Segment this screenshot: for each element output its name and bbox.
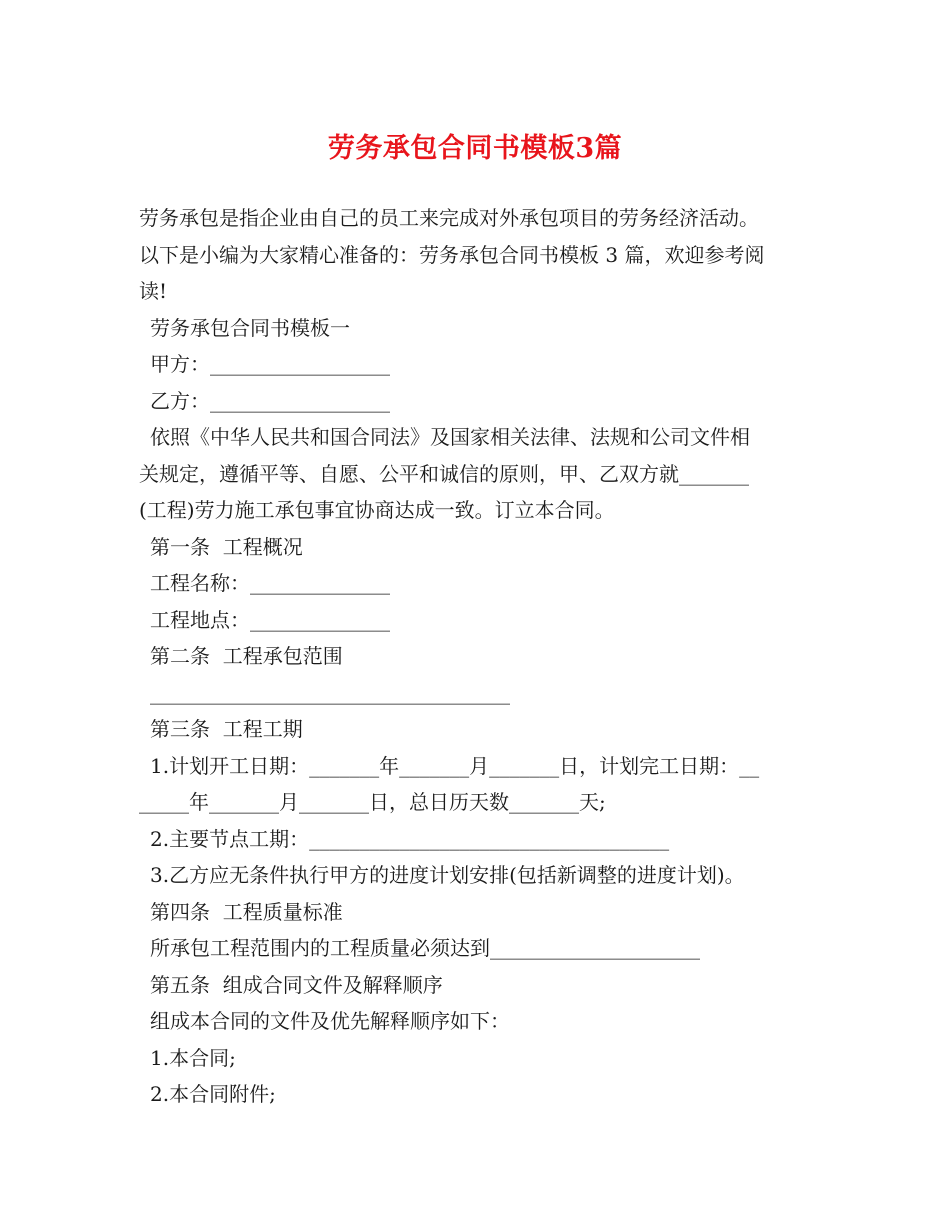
text-line: 劳务承包合同书模板一: [150, 315, 350, 340]
text-line: 读!: [139, 279, 168, 303]
text-line: 第五条 组成合同文件及解释顺序: [150, 972, 443, 997]
text-line: 第三条 工程工期: [150, 717, 303, 741]
text-line: 第二条 工程承包范围: [150, 644, 343, 668]
text-line: (工程)劳力施工承包事宜协商达成一致。订立本合同。: [139, 498, 615, 522]
text-line: 1.计划开工日期：_______年_______月_______日，计划完工日期：__: [150, 753, 760, 778]
text-line: ____________________________________: [150, 680, 510, 705]
text-line: 工程地点：______________: [150, 607, 390, 632]
text-line: 第一条 工程概况: [150, 534, 303, 559]
text-line: 关规定，遵循平等、自愿、公平和诚信的原则，甲、乙双方就_______: [139, 461, 749, 486]
text-line: 以下是小编为大家精心准备的：劳务承包合同书模板 3 篇，欢迎参考阅: [139, 242, 765, 267]
document-title: 劳务承包合同书模板3篇: [327, 133, 623, 164]
text-line: 3.乙方应无条件执行甲方的进度计划安排(包括新调整的进度计划)。: [150, 863, 745, 887]
text-line: _____年_______月_______日，总日历天数_______天;: [139, 790, 606, 814]
text-line: 1.本合同;: [150, 1045, 236, 1070]
text-line: 甲方：__________________: [150, 352, 390, 376]
text-line: 所承包工程范围内的工程质量必须达到_____________________: [150, 936, 700, 960]
text-line: 第四条 工程质量标准: [150, 899, 343, 924]
text-line: 依照《中华人民共和国合同法》及国家相关法律、法规和公司文件相: [150, 425, 750, 449]
text-line: 2.本合同附件;: [150, 1082, 276, 1106]
text-line: 乙方：__________________: [150, 388, 390, 413]
text-line: 劳务承包是指企业由自己的员工来完成对外承包项目的劳务经济活动。: [139, 206, 759, 230]
document-body: [139, 200, 819, 1113]
text-line: 2.主要节点工期：____________________________________: [150, 826, 670, 851]
text-line: 工程名称：______________: [150, 571, 390, 595]
text-line: 组成本合同的文件及优先解释顺序如下：: [150, 1009, 510, 1033]
